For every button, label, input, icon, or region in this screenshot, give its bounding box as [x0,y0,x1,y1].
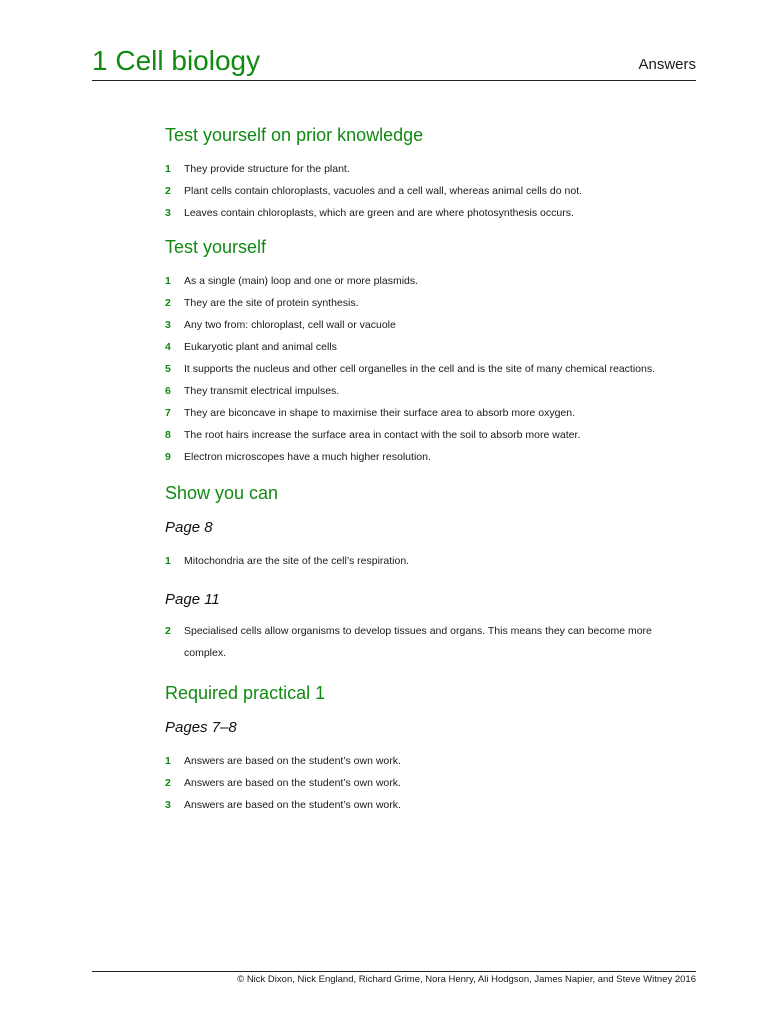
page-reference-heading: Pages 7–8 [165,719,237,736]
answer-item [165,380,685,402]
page-reference-heading: Page 11 [165,591,220,608]
answer-item [165,750,685,772]
answer-text: Answers are based on the student’s own work. [184,755,401,767]
answer-text: They transmit electrical impulses. [184,385,340,397]
answer-item [165,314,685,336]
answer-number: 1 [165,163,171,175]
section-heading: Required practical 1 [165,683,326,703]
answer-list [165,750,685,816]
answer-number: 2 [165,625,171,637]
answer-number: 9 [165,451,171,463]
answer-number: 3 [165,319,171,331]
answer-number: 1 [165,275,171,287]
answer-list [165,550,685,572]
section-required-practical [165,676,685,816]
answer-text: Electron microscopes have a much higher resolution. [184,451,431,463]
answer-text: They are biconcave in shape to maximise their surface area to absorb more oxygen. [184,407,576,419]
answer-list [165,620,685,664]
answer-number: 3 [165,799,171,811]
answer-number: 5 [165,363,171,375]
answer-item [165,358,685,380]
answer-number: 1 [165,555,171,567]
answer-item [165,158,685,180]
answers-label: Answers [638,56,696,73]
page-reference-heading: Page 8 [165,519,213,536]
section-show-you-can [165,476,685,664]
section-heading: Test yourself [165,237,267,257]
document-title: 1 Cell biology [92,45,261,76]
section-prior-knowledge [165,118,685,224]
answer-number: 2 [165,777,171,789]
answers-content [165,118,685,816]
page-header [92,42,696,81]
answer-item [165,794,685,816]
answer-text: Any two from: chloroplast, cell wall or vacuole [184,319,396,331]
answer-item [165,772,685,794]
answer-text: Eukaryotic plant and animal cells [184,341,337,353]
answer-number: 4 [165,341,171,353]
answer-item [165,402,685,424]
answer-number: 6 [165,385,171,397]
answer-item [165,202,685,224]
answer-number: 1 [165,755,171,767]
answer-text: Leaves contain chloroplasts, which are green and are where photosynthesis occurs. [184,207,574,219]
answer-text: The root hairs increase the surface area in contact with the soil to absorb more water. [184,429,581,441]
answer-number: 2 [165,297,171,309]
answer-text: They are the site of protein synthesis. [184,297,359,309]
answer-text: They provide structure for the plant. [184,163,350,175]
answer-text: Mitochondria are the site of the cell’s respiration. [184,555,410,567]
answer-item [165,446,685,468]
section-heading: Test yourself on prior knowledge [165,125,424,145]
answer-item [165,550,685,572]
answer-list [165,270,685,468]
answer-number: 8 [165,429,171,441]
answer-text: As a single (main) loop and one or more plasmids. [184,275,419,287]
section-heading: Show you can [165,483,279,503]
answer-text: Plant cells contain chloroplasts, vacuoles and a cell wall, whereas animal cells do not. [184,185,583,197]
answer-item [165,336,685,358]
answer-item [165,292,685,314]
answer-number: 2 [165,185,171,197]
answer-list [165,158,685,224]
answer-number: 3 [165,207,171,219]
section-test-yourself [165,230,685,468]
answer-text: Answers are based on the student’s own work. [184,799,401,811]
answer-text: Specialised cells allow organisms to develop tissues and organs. This means they can become more complex. [184,625,652,659]
copyright-footer: © Nick Dixon, Nick England, Richard Grime, Nora Henry, Ali Hodgson, James Napier, and Steve Witney 2016 [92,971,696,985]
answer-item [165,270,685,292]
answer-text: Answers are based on the student’s own work. [184,777,401,789]
answer-item [165,620,685,664]
answer-text: It supports the nucleus and other cell organelles in the cell and is the site of many chemical reactions. [184,363,656,375]
answer-item [165,424,685,446]
answer-number: 7 [165,407,171,419]
answer-item [165,180,685,202]
